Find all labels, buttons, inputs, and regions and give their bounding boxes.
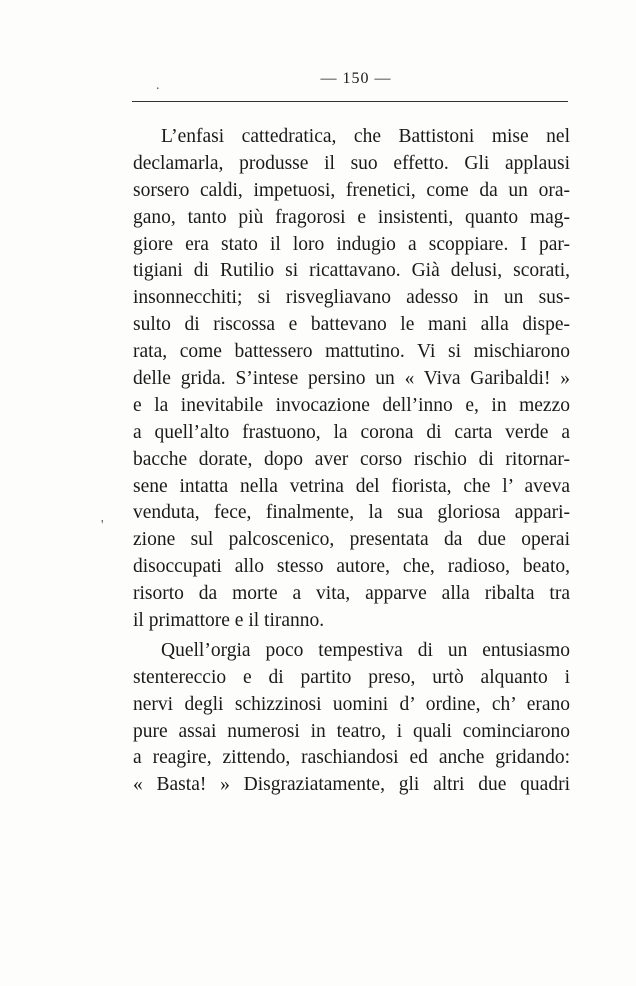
text-line: e la inevitabile invocazione dell’inno e, in mezzo [133,394,570,416]
text-line: a reagire, zittendo, raschiandosi ed anche gridando: [133,747,570,769]
text-line: sene intatta nella vetrina del fiorista, che l’ aveva [133,475,570,497]
paragraph-2 [133,638,570,799]
text-line: Quell’orgia poco tempestiva di un entusiasmo [161,639,570,661]
text-line: bacche dorate, dopo aver corso rischio di ritornar- [133,448,570,470]
header-rule [132,101,568,102]
text-line: sorsero caldi, impetuosi, frenetici, come da un ora- [133,179,570,201]
text-line: a quell’alto frastuono, la corona di carta verde a [133,421,570,443]
text-line: L’enfasi cattedratica, che Battistoni mise nel [161,126,570,147]
text-line: giore era stato il loro indugio a scoppiare. I par- [133,233,570,255]
text-line: delle grida. S’intese persino un « Viva Garibaldi! » [133,368,570,390]
text-line: venduta, fece, finalmente, la sua gloriosa appari- [133,502,570,524]
text-line: il primattore e il tiranno. [133,610,325,632]
text-line: disoccupati allo stesso autore, che, radioso, beato, [133,556,570,578]
text-line: « Basta! » Disgraziatamente, gli altri due quadri [133,774,570,796]
page-number: — 150 — [320,70,392,87]
ink-speck: . [156,78,160,93]
text-line: risorto da morte a vita, apparve alla ribalta tra [133,583,570,605]
text-line: stentereccio e di partito preso, urtò alquanto i [133,666,570,688]
text-line: nervi degli schizzinosi uomini d’ ordine, ch’ erano [133,693,570,715]
text-line: gano, tanto più fragorosi e insistenti, quanto mag- [133,206,570,228]
text-line: pure assai numerosi in teatro, i quali cominciarono [133,720,570,742]
text-line: sulto di riscossa e battevano le mani alla dispe- [133,314,570,336]
ink-speck: ' [101,518,104,533]
text-line: zione sul palcoscenico, presentata da due operai [133,529,570,551]
text-line: rata, come battessero mattutino. Vi si mischiarono [133,341,570,363]
body-text [133,124,570,799]
text-line: insonnecchiti; si risvegliavano adesso in un sus- [133,287,570,309]
paragraph-1 [133,124,570,635]
text-line: tigiani di Rutilio si ricattavano. Già delusi, scorati, [133,260,570,282]
text-line: declamarla, produsse il suo effetto. Gli applausi [133,152,570,174]
